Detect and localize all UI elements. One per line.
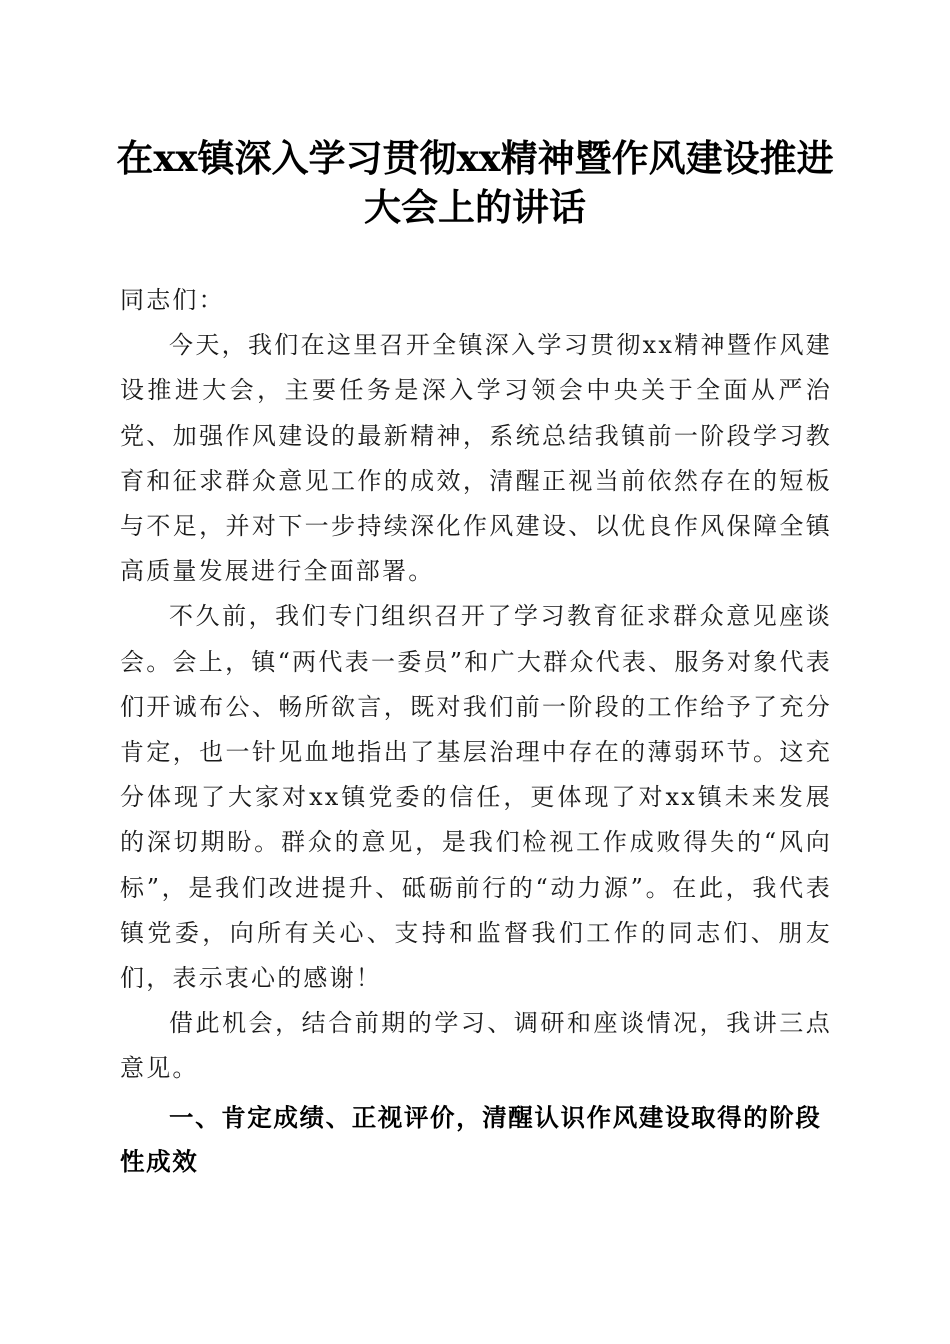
salutation: 同志们： <box>120 286 225 314</box>
title-line-1: 在xx镇深入学习贯彻xx精神暨作风建设推进 <box>116 136 834 180</box>
title-line-2: 大会上的讲话 <box>364 185 586 229</box>
section-heading-1: 一、肯定成绩、正视评价，清醒认识作风建设取得的阶段性成效 <box>120 1102 822 1176</box>
document-body <box>120 278 832 1184</box>
document-title <box>100 134 850 232</box>
paragraph-symposium: 不久前，我们专门组织召开了学习教育征求群众意见座谈会。会上，镇“两代表一委员”和广大群众代表、服务对象代表们开诚布公、畅所欲言，既对我们前一阶段的工作给予了充分肯定，也一针见血地指出了基层治理中存在的薄弱环节。这充分体现了大家对xx镇党委的信任，更体现了对xx镇未来发展的深切期盼。群众的意见，是我们检视工作成败得失的“风向标”，是我们改进提升、砥砺前行的“动力源”。在此，我代表镇党委，向所有关心、支持和监督我们工作的同志们、朋友们，表示衷心的感谢！ <box>120 602 832 993</box>
paragraph-opening: 今天，我们在这里召开全镇深入学习贯彻xx精神暨作风建设推进大会，主要任务是深入学习领会中央关于全面从严治党、加强作风建设的最新精神，系统总结我镇前一阶段学习教育和征求群众意见工作的成效，清醒正视当前依然存在的短板与不足，并对下一步持续深化作风建设、以优良作风保障全镇高质量发展进行全面部署。 <box>120 331 832 586</box>
paragraph-three-points: 借此机会，结合前期的学习、调研和座谈情况，我讲三点意见。 <box>120 1009 832 1083</box>
